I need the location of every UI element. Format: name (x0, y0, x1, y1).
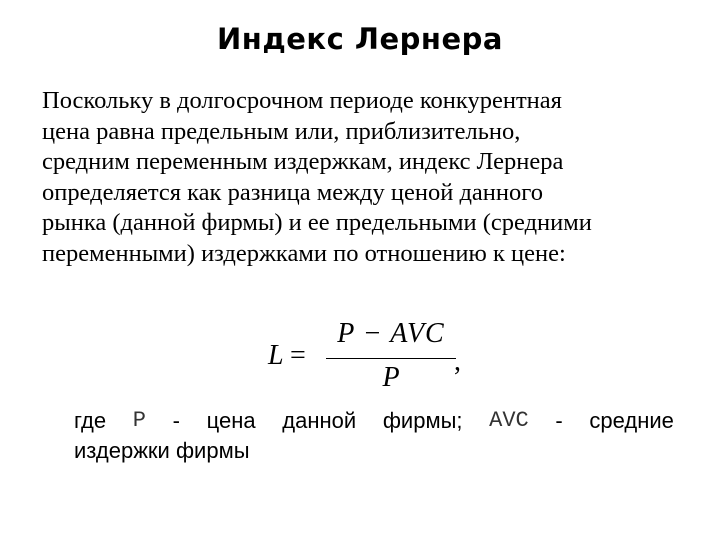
variable-definitions (74, 406, 674, 466)
formula-equals: = (290, 340, 306, 371)
paragraph-line: цена равна предельным или, приблизительно, (42, 117, 521, 145)
definition-word: фирмы; (382, 408, 463, 433)
variable-p: P (132, 408, 146, 433)
body-paragraph (42, 86, 682, 269)
slide-title: Индекс Лернера (217, 22, 503, 56)
definition-word: цена (206, 408, 256, 433)
formula-comma: , (454, 346, 461, 377)
definition-word: где (74, 408, 107, 433)
definition-word: - (172, 408, 180, 433)
lerner-formula (268, 318, 468, 398)
definition-word: средние (589, 408, 674, 433)
formula-lhs: L (268, 340, 284, 371)
fraction-bar (326, 358, 456, 359)
variable-avc: AVC (489, 408, 529, 433)
paragraph-line: рынка (данной фирмы) и ее предельными (средними (42, 209, 592, 236)
paragraph-line: переменными) издержками по отношению к цене: (42, 239, 566, 267)
paragraph-line: определяется как разница между ценой данного (42, 178, 543, 206)
formula-denominator: P (382, 362, 400, 393)
definition-word: - (555, 408, 563, 433)
paragraph-line: средним переменным издержкам, индекс Лернера (42, 148, 564, 175)
paragraph-line: Поскольку в долгосрочном периоде конкурентная (42, 87, 562, 114)
definition-word: данной (282, 408, 357, 433)
definition-line-2: издержки фирмы (74, 438, 250, 463)
formula-numerator: P − AVC (337, 318, 445, 349)
definition-line-1 (74, 406, 674, 436)
